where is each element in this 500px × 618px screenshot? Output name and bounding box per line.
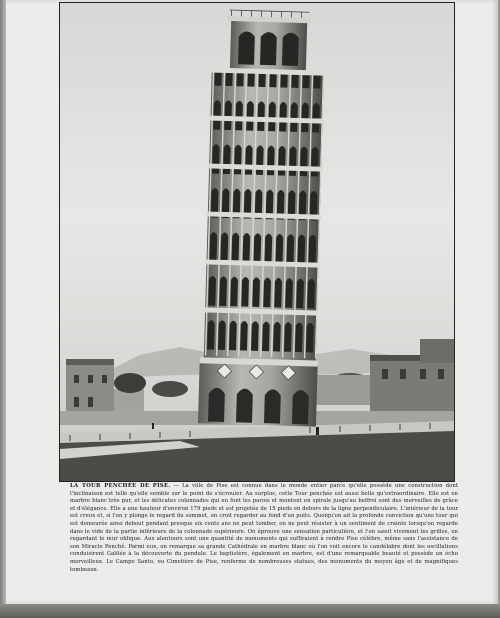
- leaning-tower-illustration: [60, 3, 454, 481]
- book-page: [6, 0, 498, 604]
- caption-body: — La ville de Pise est connue dans le monde entier parce qu'elle possède une construction dont l'inclinaison est telle qu'elle semble sur le point de s'écrouler. Au surplus, cette Tour penchée est aussi belle qu'extraordinaire. Elle est en marbre blanc très pur, et les délicates colonnades qui en font les parois et montent en spirale jusqu'au beffroi sont des merveilles de grâce et d'élégance. Elle a une hauteur d'environ 179 pieds et est projetée de 15 pieds en dehors de la ligne perpendiculaire. L'intérieur de la tour est creux et, si l'on y plonge le regard du sommet, on croit regarder au fond d'un puits. Quoiqu'on ait la profonde conviction qu'une tour qui est demeurée ainsi debout pendant presque six cents ans ne peut tomber, on ne peut résister à un sentiment de crainte lorsqu'on regarde dans le vide de la partie inférieure de la colonnade supérieure. On éprouve une sensation particulière, et l'on saisit vivement les grilles, en regardant le mur oblique. Aux alentours sont une quantité de monuments qui suffiraient à rendre Pise célèbre, même sans l'assistance de son Miracle Penché. Parmi eux, on remarque sa grande Cathédrale en marbre blanc où l'on voit encore le candélabre dont les oscillations conduisirent Galilée à la découverte du pendule. Le baptistère, également en marbre, est d'une remarquable beauté et possède un écho merveilleux. Le Campo Santo, ou Cimetière de Pise, renferme de nombreuses statues, des monuments du moyen âge et de magnifiques tombeaux.: [70, 483, 458, 573]
- tower-photograph: [59, 2, 455, 482]
- caption-title: LA TOUR PENCHÉE DE PISE.: [70, 483, 171, 489]
- page-edge-shadow: [0, 604, 500, 618]
- photo-caption: [70, 483, 458, 574]
